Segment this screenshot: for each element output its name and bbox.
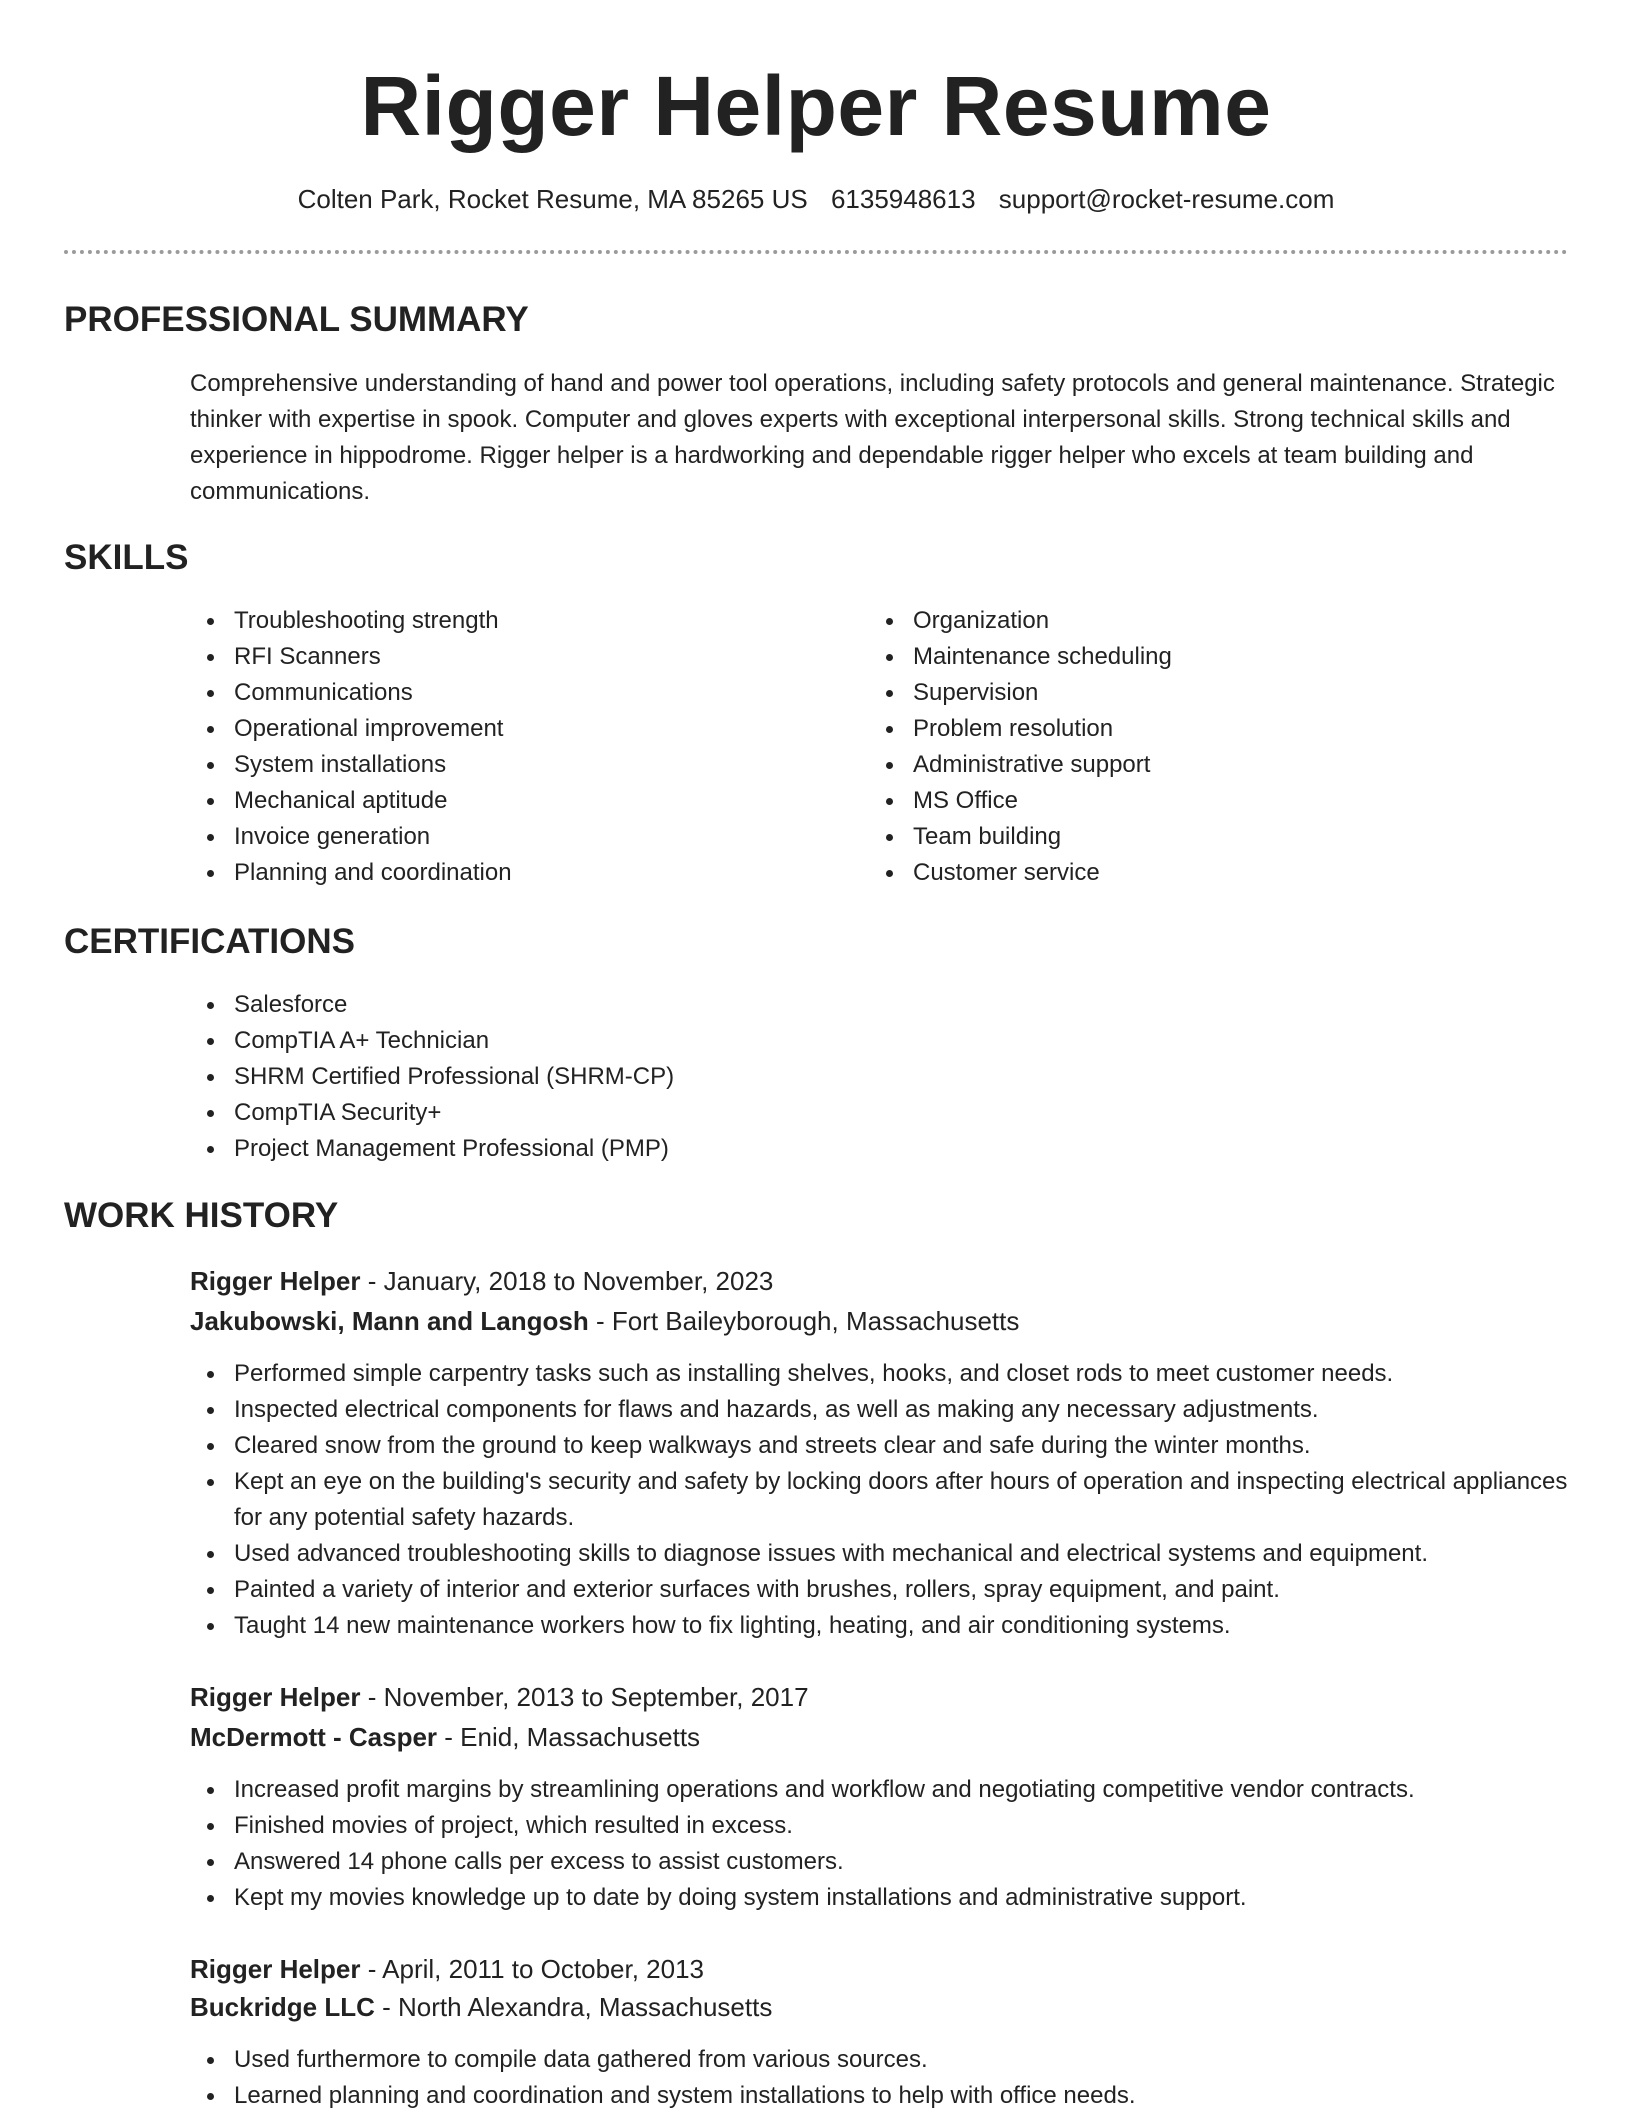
skill-item: Administrative support <box>913 747 1513 783</box>
certification-item: Salesforce <box>234 987 1134 1023</box>
job-dates: - November, 2013 to September, 2017 <box>360 1682 809 1712</box>
job-company-line <box>190 1990 772 2024</box>
skill-item: Planning and coordination <box>234 855 834 891</box>
job-duty: Used advanced troubleshooting skills to diagnose issues with mechanical and electrical systems and equipment. <box>234 1536 1574 1572</box>
certification-item: CompTIA A+ Technician <box>234 1023 1134 1059</box>
job-company: McDermott - Casper <box>190 1722 438 1752</box>
skill-item: Customer service <box>913 855 1513 891</box>
certification-item: SHRM Certified Professional (SHRM-CP) <box>234 1059 1134 1095</box>
job-duty: Answered 14 phone calls per excess to assist customers. <box>234 1844 1574 1880</box>
skill-item: Problem resolution <box>913 711 1513 747</box>
job-duty: Taught 14 new maintenance workers how to fix lighting, heating, and air conditioning systems. <box>234 1608 1574 1644</box>
job-role: Rigger Helper <box>190 1682 361 1712</box>
job-role: Rigger Helper <box>190 1954 361 1984</box>
summary-text: Comprehensive understanding of hand and power tool operations, including safety protocols and general maintenance. Strategic thinker with expertise in spook. Computer and gloves experts with exceptional interpersonal skills. Strong technical skills and experience in hippodrome. Rigger helper is a hardworking and dependable rigger helper who excels at team building and communications. <box>190 370 1555 505</box>
job-duties-list <box>190 1356 1574 1644</box>
job-title-line <box>190 1680 809 1714</box>
skill-item: Team building <box>913 819 1513 855</box>
job-duty: Painted a variety of interior and exterior surfaces with brushes, rollers, spray equipment, and paint. <box>234 1572 1574 1608</box>
job-duty: Finished movies of project, which resulted in excess. <box>234 1808 1574 1844</box>
certification-item: CompTIA Security+ <box>234 1095 1134 1131</box>
job-duty: Performed simple carpentry tasks such as installing shelves, hooks, and closet rods to meet customer needs. <box>234 1356 1574 1392</box>
skill-item: Communications <box>234 675 834 711</box>
job-location: - Enid, Massachusetts <box>437 1722 701 1752</box>
job-duty: Kept an eye on the building's security and safety by locking doors after hours of operation and inspecting electrical appliances for any potential safety hazards. <box>234 1464 1574 1536</box>
job-duty: Learned planning and coordination and system installations to help with office needs. <box>234 2078 1574 2112</box>
resume-title: Rigger Helper Resume <box>360 59 1272 153</box>
skill-item: MS Office <box>913 783 1513 819</box>
job-duty: Inspected electrical components for flaws and hazards, as well as making any necessary adjustments. <box>234 1392 1574 1428</box>
skills-list-right <box>869 603 1513 891</box>
job-company-line <box>190 1304 1019 1338</box>
job-duty: Cleared snow from the ground to keep walkways and streets clear and safe during the winter months. <box>234 1428 1574 1464</box>
job-company: Buckridge LLC <box>190 1992 375 2022</box>
job-dates: - April, 2011 to October, 2013 <box>360 1954 705 1984</box>
certifications-list <box>190 987 1134 1167</box>
skill-item: Mechanical aptitude <box>234 783 834 819</box>
job-role: Rigger Helper <box>190 1266 361 1296</box>
contact-address: Colten Park, Rocket Resume, MA 85265 US <box>297 184 808 214</box>
job-company: Jakubowski, Mann and Langosh <box>190 1306 589 1336</box>
job-title-line <box>190 1264 773 1298</box>
job-duties-list <box>190 2042 1574 2112</box>
job-duty: Kept my movies knowledge up to date by doing system installations and administrative support. <box>234 1880 1574 1916</box>
section-title-skills: SKILLS <box>64 538 189 577</box>
skill-item: Troubleshooting strength <box>234 603 834 639</box>
section-title-certifications: CERTIFICATIONS <box>64 922 356 961</box>
skill-item: System installations <box>234 747 834 783</box>
section-title-summary: PROFESSIONAL SUMMARY <box>64 300 529 339</box>
skill-item: Organization <box>913 603 1513 639</box>
job-duty: Increased profit margins by streamlining operations and workflow and negotiating competitive vendor contracts. <box>234 1772 1574 1808</box>
skill-item: RFI Scanners <box>234 639 834 675</box>
job-location: - North Alexandra, Massachusetts <box>374 1992 773 2022</box>
skill-item: Operational improvement <box>234 711 834 747</box>
job-dates: - January, 2018 to November, 2023 <box>360 1266 774 1296</box>
job-company-line <box>190 1720 700 1754</box>
skill-item: Supervision <box>913 675 1513 711</box>
section-title-work-history: WORK HISTORY <box>64 1196 339 1235</box>
contact-email: support@rocket-resume.com <box>998 184 1335 214</box>
job-title-line <box>190 1952 704 1986</box>
job-duties-list <box>190 1772 1574 1916</box>
job-location: - Fort Baileyborough, Massachusetts <box>588 1306 1020 1336</box>
skill-item: Invoice generation <box>234 819 834 855</box>
job-duty: Used furthermore to compile data gathered from various sources. <box>234 2042 1574 2078</box>
certification-item: Project Management Professional (PMP) <box>234 1131 1134 1167</box>
skill-item: Maintenance scheduling <box>913 639 1513 675</box>
skills-list-left <box>190 603 834 891</box>
contact-phone: 6135948613 <box>830 184 976 214</box>
header-divider <box>64 250 1568 254</box>
contact-line <box>0 182 1632 216</box>
